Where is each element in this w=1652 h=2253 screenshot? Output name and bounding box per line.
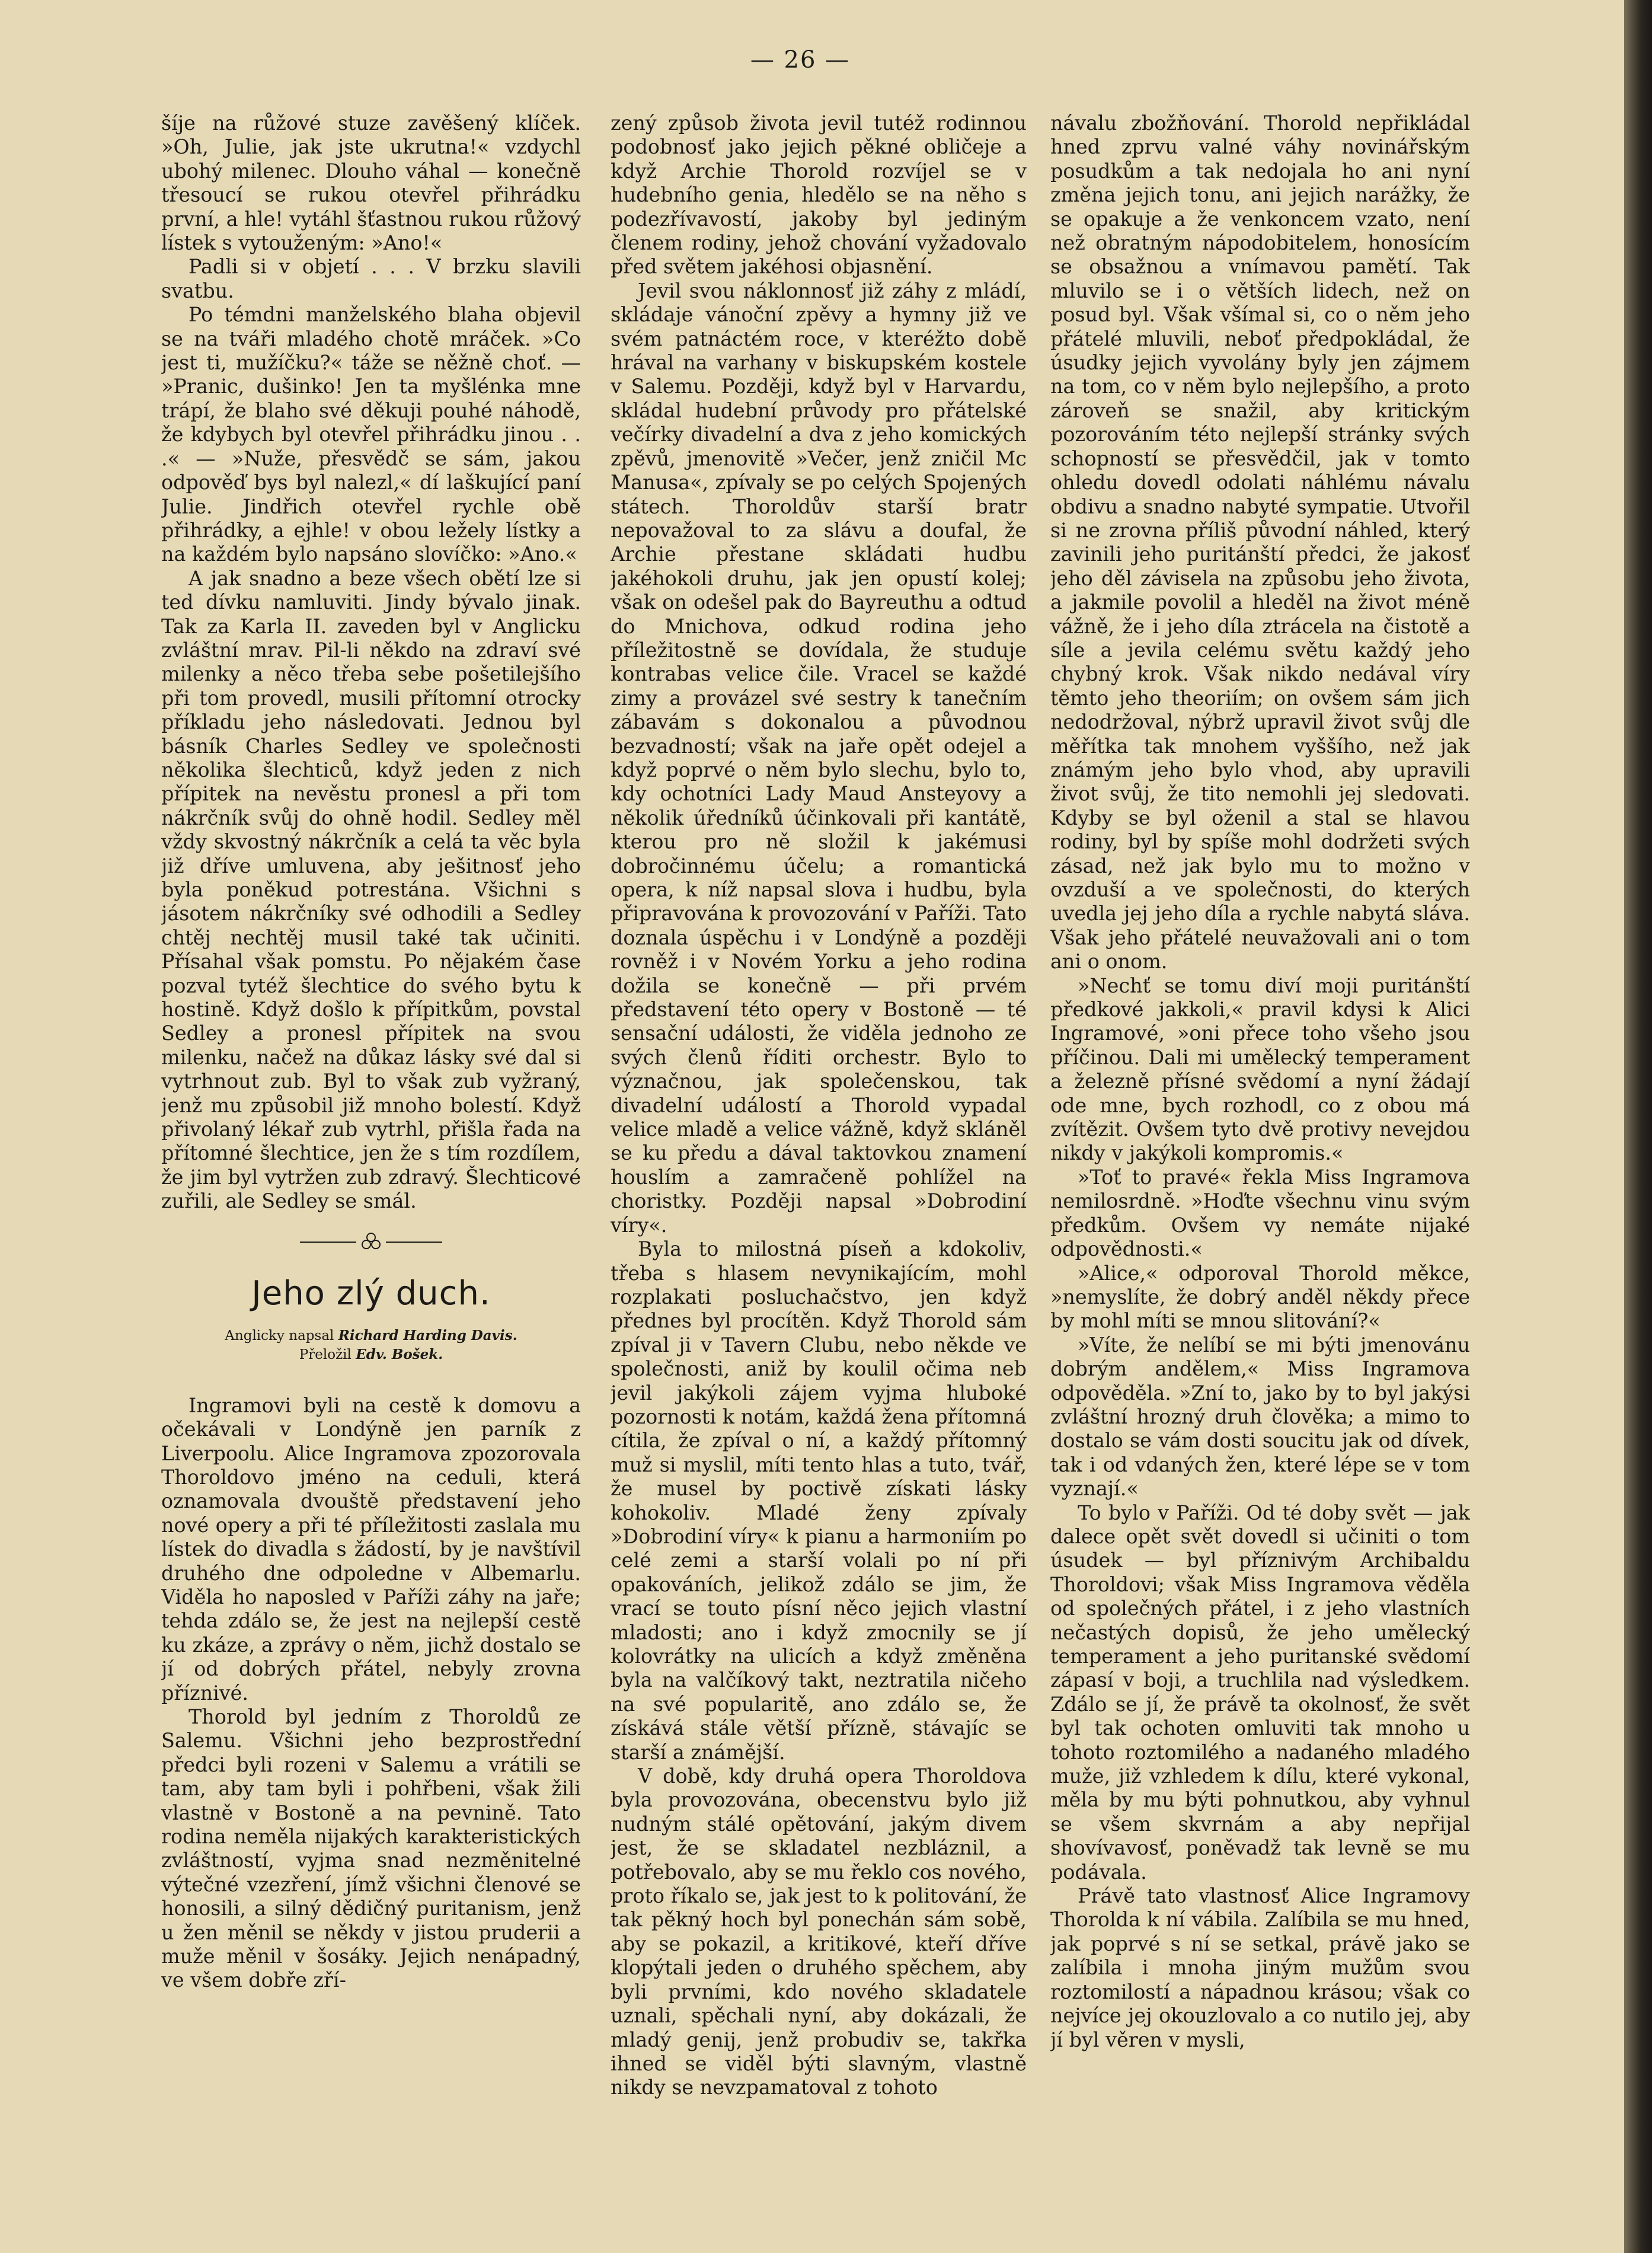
paragraph: Ingramovi byli na cestě k domovu a očekávali v Londýně jen parník z Liverpoolu. Alice Ingramova zpozorovala Thoroldovo jméno na ceduli, která oznamovala dvouště představení jeho nové opery a při té příležitosti zaslala mu lístek do divadla s žádostí, by je navštívil druhého dne odpoledne v Albemarlu. Viděla ho naposled v Paříži záhy na jaře; tehda zdálo se, že jest na nejlepší cestě ku zkáze, a zprávy o něm, jichž dostalo se jí od dobrých přátel, nebyly zrovna příznivé.	[161, 1393, 581, 1705]
paragraph: Padli si v objetí . . . V brzku slavili svatbu.	[161, 255, 581, 302]
paragraph: návalu zbožňování. Thorold nepřikládal hned zprvu valné váhy novinářským posudkům a tak nedojala ho ani nyní změna jejich tonu, ani jejich narážky, že se opakuje a že venkoncem vzato, není než obratným nápodobitelem, honosícím se obsažnou a vnímavou pamětí. Tak mluvilo se i o větších lidech, než on posud byl. Však všímal si, co o něm jeho přátelé mluvili, neboť předpokládal, že úsudky jejich vyvolány byly jen zájmem na tom, co v něm bylo nejlepšího, a proto zároveň se snažil, aby kritickým pozorováním této nejlepší stránky svých schopností se přesvědčil, jak v tomto ohledu dovedl odolati náhlému návalu obdivu a snadno nabyté sympatie. Utvořil si ne zrovna příliš původní náhled, který zavinili jeho puritánští předci, že jakosť jeho děl závisela na způsobu jeho života, a jakmile povolil a hleděl na život méně vážně, že i jeho díla ztrácela na čistotě a síle a jevila celému světu každý jeho chybný krok. Však nikdo nedával víry těmto jeho theoriím; on ovšem sám jich nedodržoval, nýbrž upravil život svůj dle měřítka tak mnohem vyššího, než jak známým jeho bylo vhod, aby upravili život svůj, že tito nemohli jej sledovati. Kdyby se byl oženil a stal se hlavou rodiny, byl by spíše mohl dodržeti svých zásad, než jak bylo mu to možno v ovzduší a ve společnosti, do kterých uvedla jej jeho díla a rychle nabytá sláva. Však jeho přátelé neuvažovali ani o tom ani o onom.	[1050, 111, 1470, 974]
author-name: Richard Harding Davis.	[338, 1327, 517, 1343]
paragraph: Po témdni manželského blaha objevil se na tváři mladého chotě mráček. »Co jest ti, mužíčku?« táže se něžně choť. — »Pranic, dušinko! Jen ta myšlénka mne trápí, že blaho své děkuji pouhé náhodě, že kdybych byl otevřel přihrádku jinou . . .« — »Nuže, přesvědč se sám, jakou odpověď bys byl nalezl,« dí laškující paní Julie. Jindřich otevřel rychle obě přihrádky, a ejhle! v obou ležely lístky a na každém bylo napsáno slovíčko: »Ano.«	[161, 303, 581, 566]
paragraph: »Víte, že nelíbí se mi býti jmenovánu dobrým andělem,« Miss Ingramova odpověděla. »Zní to, jako by to byl jakýsi zvláštní hrozný druh člověka; a mimo to dostalo se vám dosti soucitu jak od dívek, tak i od vdaných žen, které lépe se v tom vyznají.«	[1050, 1333, 1470, 1501]
paragraph: »Alice,« odporoval Thorold měkce, »nemyslíte, že dobrý anděl někdy přece by mohl míti se mnou slitování?«	[1050, 1261, 1470, 1333]
book-spine-shadow	[1624, 0, 1652, 2253]
paragraph: šíje na růžové stuze zavěšený klíček. »Oh, Julie, jak jste ukrutna!« vzdychl ubohý milenec. Dlouho váhal — konečně třesoucí se rukou otevřel přihrádku první, a hle! vytáhl šťastnou rukou růžový lístek s vytouženým: »Ano!«	[161, 111, 581, 255]
column-1	[161, 111, 581, 2139]
translator-credit	[161, 1345, 581, 1364]
author-prefix: Anglicky napsal	[225, 1327, 334, 1343]
story-title: Jeho zlý duch.	[251, 1274, 491, 1313]
paragraph: Thorold byl jedním z Thoroldů ze Salemu. Všichni jeho bezprostřední předci byli rozeni v Salemu a vrátili se tam, aby tam byli i pohřbeni, však žili vlastně v Bostoně a na pevnině. Tato rodina neměla nijakých karakteristických zvláštností, vyjma snad nezměnitelné výtečné vzezření, jímž všichni členové se honosili, a silný dědičný puritanism, jenž u žen měnil se někdy v jistou pruderii a muže měnil v šosáky. Jejich nenápadný, ve všem dobře zří-	[161, 1705, 581, 1992]
story-credits	[161, 1326, 581, 1364]
translator-prefix: Přeložil	[299, 1346, 352, 1362]
paragraph: Jevil svou náklonnosť již záhy z mládí, skládaje vánoční zpěvy a hymny již ve svém patnáctém roce, v kteréžto době hrával na varhany v biskupském kostele v Salemu. Později, když byl v Harvardu, skládal hudební průvody pro přátelské večírky divadelní a dva z jeho komických zpěvů, jmenovitě »Večer, jenž zničil Mc Manusa«, zpívaly se po celých Spojených státech. Thoroldův starší bratr nepovažoval to za slávu a doufal, že Archie přestane skládati hudbu jakéhokoli druhu, jak jen opustí kolej; však on odešel pak do Bayreuthu a odtud do Mnichova, odkud rodina jeho příležitostně se dovídala, že studuje kontrabas velice čile. Vracel se každé zimy a provázel své sestry k tanečním zábavám s dokonalou a původnou bezvadností; však na jaře opět odejel a když poprvé o něm bylo slechu, bylo to, kdy ochotníci Lady Maud Ansteyovy a několik úředníků účinkovali při kantátě, kterou pro ně složil k jakémusi dobročinnému účelu; a romantická opera, k níž napsal slova i hudbu, byla připravována k provozování v Paříži. Tato doznala úspěchu i v Londýně a později rovněž i v Novém Yorku a jeho rodina dožila se konečně — při prvém představení této opery v Bostoně — té sensační události, že viděla jednoho ze svých členů říditi orchestr. Bylo to význačnou, jak společenskou, tak divadelní událostí a Thorold vypadal velice mladě a velice vážně, když skláněl se ku předu a dával taktovkou znamení houslím a zamračeně pohlížel na choristky. Později napsal »Dobrodiní víry«.	[611, 279, 1027, 1237]
ornamental-divider	[288, 1230, 454, 1254]
column-3	[1050, 111, 1470, 2139]
author-credit	[161, 1326, 581, 1345]
column-2	[611, 111, 1027, 2139]
page-number: — 26 —	[750, 46, 851, 74]
paragraph: To bylo v Paříži. Od té doby svět — jak dalece opět svět dovedl si učiniti o tom úsudek — byl příznivým Archibaldu Thoroldovi; však Miss Ingramova věděla od společných přátel, i z jeho vlastních nečastých dopisů, že jeho umělecký temperament a jeho puritanské svědomí zápasí v boji, a truchlila nad výsledkem. Zdálo se jí, že právě ta okolnosť, že svět byl tak ochoten omluviti tak mnoho u tohoto roztomilého a nadaného mladého muže, již vzhledem k dílu, které vykonal, měla by mu býti pohnutkou, aby vyhnul se všem skvrnám a aby nepřijal shovívavosť, poněvadž tak levně se mu podávala.	[1050, 1501, 1470, 1884]
paragraph: A jak snadno a beze všech obětí lze si ted dívku namluviti. Jindy bývalo jinak. Tak za Karla II. zaveden byl v Anglicku zvláštní mrav. Pil-li někdo na zdraví své milenky a něco třeba sebe pošetilejšího při tom provedl, musili přítomní otrocky příkladu jeho následovati. Jednou byl básník Charles Sedley ve společnosti několika šlechticů, když jeden z nich přípitek na nevěstu pronesl a při tom nákrčník svůj do ohně hodil. Sedley měl vždy skvostný nákrčník a celá ta věc byla již dříve umluvena, aby ješitnosť jeho byla poněkud potrestána. Všichni s jásotem nákrčníky své odhodili a Sedley chtěj nechtěj musil také tak učiniti. Přísahal však pomstu. Po nějakém čase pozval tytéž šlechtice do svého bytu k hostině. Když došlo k přípitkům, povstal Sedley a pronesl přípitek na svou milenku, načež na důkaz lásky své dal si vytrhnout zub. Byl to však zub vyžraný, jenž mu způsobil již mnoho bolestí. Když přivolaný lékař zub vytrhl, přišla řada na přítomné šlechtice, jen že s tím rozdílem, že jim byl vytržen zub zdravý. Šlechticové zuřili, ale Sedley se smál.	[161, 566, 581, 1213]
paragraph: »Nechť se tomu diví moji puritánští předkové jakkoli,« pravil kdysi k Alici Ingramové, »oni přece toho všeho jsou příčinou. Dali mi umělecký temperament a železně přísné svědomí a nyní žádají ode mne, bych rozhodl, co z obou má zvítězit. Ovšem tyto dvě protivy nevejdou nikdy v jakýkoli kompromis.«	[1050, 974, 1470, 1165]
paragraph: zený způsob života jevil tutéž rodinnou podobnosť jako jejich pěkné obličeje a když Archie Thorold rozvíjel se v hudebního genia, hledělo se na něho s podezřívavostí, jakoby byl jediným členem rodiny, jehož chování vyžadovalo před světem jakéhosi objasnění.	[611, 111, 1027, 279]
translator-name: Edv. Bošek.	[356, 1346, 443, 1362]
paragraph: Byla to milostná píseň a kdokoliv, třeba s hlasem nevynikajícím, mohl rozplakati posluchačstvo, jen když přednes byl procítěn. Když Thorold sám zpíval ji v Tavern Clubu, nebo někde ve společnosti, aniž by koulil očima neb jevil jakýkoli zájem vyjma hluboké pozornosti k notám, každá žena přítomná cítila, že zpíval o ní, a každý přítomný muž si myslil, míti tento hlas a tuto, tvář, že musel by poctivě získati lásky kohokoliv. Mladé ženy zpívaly »Dobrodiní víry« k pianu a harmoniím po celé zemi a starší volali po ní při opakováních, jelikož zdálo se jim, že vrací se touto písní něco jejich vlastní mladosti; ano i když zmocnily se jí kolovrátky na ulicích a když změněna byla na valčíkový takt, neztratila ničeho na své popularitě, ano zdálo se, že získává stále větší přízně, stávajíc se starší a známější.	[611, 1237, 1027, 1764]
flourish-icon	[288, 1230, 454, 1254]
paragraph: V době, kdy druhá opera Thoroldova byla provozována, obecenstvu bylo již nudným stálé opětování, jakým divem jest, že se skladatel nezbláznil, a potřebovalo, aby se mu řeklo cos nového, proto říkalo se, jak jest to k politování, že tak pěkný hoch byl ponechán sám sobě, aby se pokazil, a kritikové, kteří dříve klopýtali jeden o druhého spěchem, aby byli prvními, kdo nového skladatele uznali, spěchali nyní, aby dokázali, že mladý genij, jenž probudiv se, takřka ihned se viděl býti slavným, vlastně nikdy se nevzpamatoval z tohoto	[611, 1764, 1027, 2099]
paragraph: »Toť to pravé« řekla Miss Ingramova nemilosrdně. »Hoďte všechnu vinu svým předkům. Ovšem vy nemáte nijaké odpovědnosti.«	[1050, 1165, 1470, 1261]
paragraph: Právě tato vlastnosť Alice Ingramovy Thorolda k ní vábila. Zalíbila se mu hned, jak poprvé s ní se setkal, právě jako se zalíbila i mnoha jiným mužům svou roztomilostí a nápadnou krásou; však co nejvíce jej okouzlovalo a co nutilo jej, aby jí byl věren v mysli,	[1050, 1884, 1470, 2051]
